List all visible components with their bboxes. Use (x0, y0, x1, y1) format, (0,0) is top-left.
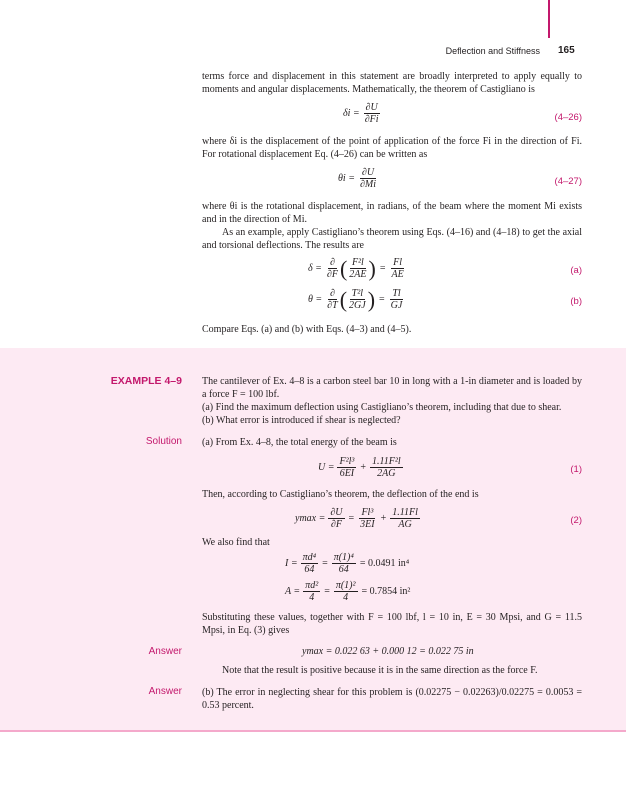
eq-a-derivative (325, 257, 340, 280)
eq-A-f1-num: πd² (305, 580, 319, 591)
eq-a-close-paren: ) (368, 255, 376, 281)
eq-b-open-paren: ( (339, 286, 348, 312)
eq-426-number: (4–26) (554, 112, 582, 123)
compare-line: Compare Eqs. (a) and (b) with Eqs. (4–3) and (4–5). (202, 324, 412, 335)
equation-4-26 (343, 102, 381, 125)
solution-label: Solution (145, 436, 182, 447)
eq2-t2-num: 1.11Fl (392, 507, 418, 518)
eq-I-frac1 (301, 552, 319, 575)
then-line: Then, according to Castigliano’s theorem, the deflection of the end is (202, 489, 479, 500)
eq-A-equals: = (324, 586, 330, 597)
eq-I-equals: = (322, 558, 328, 569)
eq-a-d-num: ∂ (329, 257, 335, 268)
eq-I-f2-den: 64 (338, 564, 349, 575)
eq-a-result (389, 257, 405, 280)
equation-A (285, 580, 410, 603)
eq-b-lhs: θ = (308, 294, 323, 305)
eq2-d-num: ∂U (330, 507, 343, 518)
eq-b-r-num: Tl (392, 288, 401, 299)
equation-a (308, 257, 406, 280)
eq-b-derivative (325, 288, 340, 311)
eq1-term2 (370, 456, 403, 479)
eq-427-den: ∂Mi (359, 179, 377, 190)
eq-426-num: ∂U (365, 102, 378, 113)
eq-427-number: (4–27) (554, 176, 582, 187)
eq2-t2-den: AG (398, 519, 412, 530)
equation-1 (318, 456, 403, 479)
eq-I-f2-num: π(1)⁴ (333, 552, 354, 563)
eq-b-equals: = (379, 294, 385, 305)
intro-paragraph: terms force and displacement in this statement are broadly interpreted to apply equally to moments and angular displacements. Mathematically, the theorem of Castigliano is (202, 71, 582, 95)
eq-b-d-den: ∂T (327, 300, 338, 311)
eq-a-r-den: AE (391, 269, 404, 280)
equation-b (308, 288, 404, 311)
eq2-derivative (328, 507, 344, 530)
eq2-d-den: ∂F (330, 519, 342, 530)
eq-426-lhs: δi = (343, 108, 360, 119)
equation-I (285, 552, 409, 575)
eq-A-frac1 (303, 580, 320, 603)
eq-a-equals: = (379, 263, 386, 274)
eq-A-frac2 (334, 580, 358, 603)
eq-a-d-den: ∂F (326, 269, 338, 280)
eq-427-num: ∂U (361, 167, 375, 178)
eq1-t2-den: 2AG (377, 468, 396, 479)
eq2-number: (2) (570, 515, 582, 526)
eq-427-fraction (358, 167, 378, 190)
eq1-t1-num: F²l³ (339, 456, 355, 467)
eq-a-open-paren: ( (339, 255, 348, 281)
eq-b-inner (347, 288, 368, 311)
eq2-plus: + (380, 513, 387, 524)
eq1-t2-num: 1.11F²l (372, 456, 401, 467)
eq-a-in-num: F²l (351, 257, 364, 268)
eq-A-f2-num: π(1)² (335, 580, 356, 591)
eq-b-in-den: 2GJ (349, 300, 366, 311)
eq-b-r-den: GJ (390, 300, 403, 311)
also-line: We also find that (202, 537, 270, 548)
after-427-paragraph: where θi is the rotational displacement, in radians, of the beam where the moment Mi exists and in the direction of Mi. (202, 201, 582, 225)
eq1-t1-den: 6EI (339, 468, 355, 479)
eq2-lhs: ymax = (295, 513, 326, 524)
example-label: EXAMPLE 4–9 (110, 375, 182, 387)
solution-line: (a) From Ex. 4–8, the total energy of the beam is (202, 437, 397, 448)
eq-I-frac2 (332, 552, 356, 575)
answer-equation: ymax = 0.022 63 + 0.000 12 = 0.022 75 in (302, 646, 474, 657)
eq2-t1-den: 3EI (360, 519, 375, 530)
eq1-plus: + (360, 462, 367, 473)
eq1-number: (1) (570, 464, 582, 475)
eq2-term2 (390, 507, 420, 530)
eq-I-lhs: I = (285, 558, 298, 569)
page-number: 165 (558, 45, 575, 56)
running-title: Deflection and Stiffness (445, 46, 540, 56)
equation-2 (295, 507, 420, 530)
page-edge-bar (548, 0, 550, 38)
eq-b-number: (b) (570, 296, 582, 307)
eq-A-f2-den: 4 (343, 592, 349, 603)
eq-a-inner (347, 257, 368, 280)
after-426-paragraph: where δi is the displacement of the point of application of the force Fi in the direction of Fi. For rotational displacement Eq. (4–26) can be written as (202, 136, 582, 160)
example-part-b: (b) What error is introduced if shear is neglected? (202, 415, 401, 426)
eq1-term1 (337, 456, 356, 479)
eq-b-in-num: T²l (351, 288, 364, 299)
eq-b-result (389, 288, 405, 311)
eq-a-lhs: δ = (308, 263, 322, 274)
example-part-a: (a) Find the maximum deflection using Castigliano’s theorem, including that due to shear. (202, 402, 562, 413)
eq-426-den: ∂Fi (364, 114, 379, 125)
eq-I-f1-den: 64 (304, 564, 315, 575)
eq-a-r-num: Fl (393, 257, 403, 268)
eq-426-fraction (363, 102, 381, 125)
answer-b-paragraph: (b) The error in neglecting shear for this problem is (0.02275 − 0.02263)/0.02275 = 0.0053 = 0.53 percent. (202, 687, 582, 711)
eq-A-f1-den: 4 (309, 592, 315, 603)
eq-A-result: = 0.7854 in² (361, 586, 411, 597)
answer-label-2: Answer (148, 686, 182, 697)
eq-427-lhs: θi = (338, 173, 355, 184)
eq-I-result: = 0.0491 in⁴ (359, 558, 410, 569)
eq2-t1-num: Fl³ (361, 507, 374, 518)
eq-I-f1-num: πd⁴ (302, 552, 317, 563)
eq1-lhs: U = (318, 462, 335, 473)
note-line: Note that the result is positive because it is in the same direction as the force F. (222, 665, 538, 676)
eq-a-number: (a) (570, 265, 582, 276)
equation-4-27 (338, 167, 378, 190)
eq2-term1 (358, 507, 376, 530)
example-statement: The cantilever of Ex. 4–8 is a carbon steel bar 10 in long with a 1-in diameter and is loaded by a force F = 100 lbf. (202, 376, 582, 400)
eq-b-d-num: ∂ (329, 288, 335, 299)
eq-A-lhs: A = (285, 586, 301, 597)
eq-b-close-paren: ) (367, 286, 376, 312)
example-intro-paragraph: As an example, apply Castigliano’s theorem using Eqs. (4–16) and (4–18) to get the axial and torsional deflections. The results are (202, 227, 582, 251)
answer-label-1: Answer (148, 646, 182, 657)
eq-a-in-den: 2AE (349, 269, 367, 280)
substitution-paragraph: Substituting these values, together with F = 100 lbf, l = 10 in, E = 30 Mpsi, and G = 11.5 Mpsi, in Eq. (3) gives (202, 612, 582, 636)
eq2-equals: = (348, 513, 355, 524)
